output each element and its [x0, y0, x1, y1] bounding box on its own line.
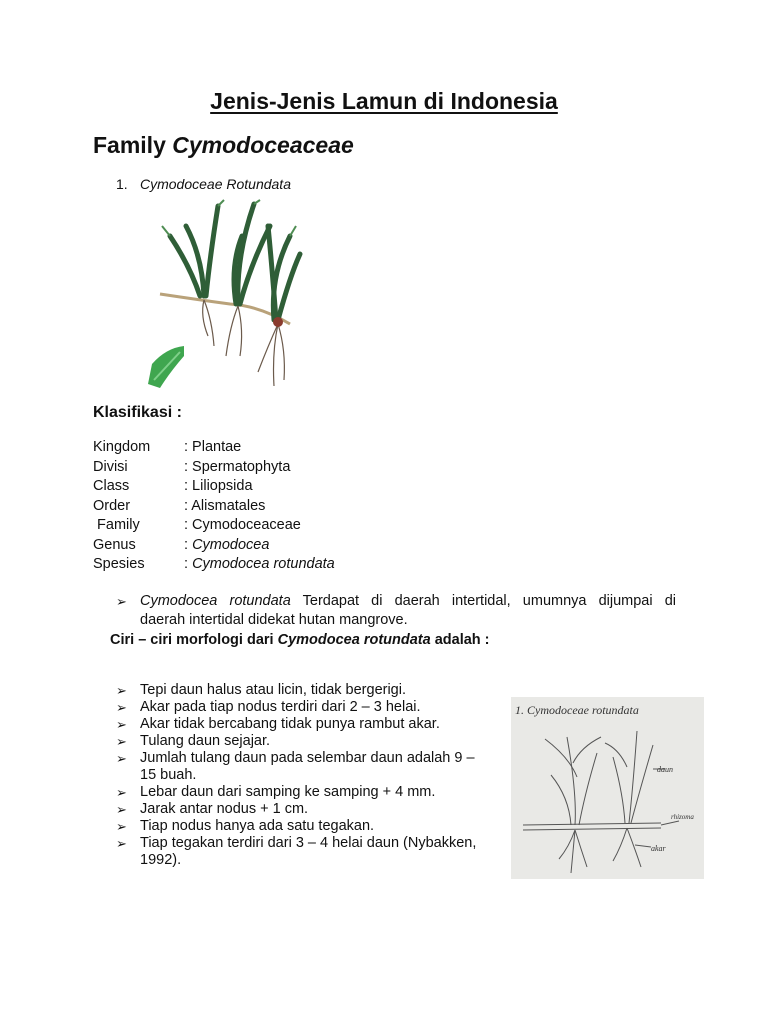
list-item: ➢ Akar pada tiap nodus terdiri dari 2 – 3 helai.	[116, 699, 421, 715]
arrow-bullet-icon: ➢	[116, 751, 127, 766]
arrow-bullet-icon: ➢	[116, 802, 127, 817]
list-item: ➢ Tepi daun halus atau licin, tidak bergerigi.	[116, 682, 406, 698]
list-item: ➢ Jumlah tulang daun pada selembar daun adalah 9 – 15 buah.	[116, 750, 475, 783]
arrow-bullet-icon: ➢	[116, 785, 127, 800]
table-row: Divisi : Spermatophyta	[93, 458, 291, 475]
label-daun: daun	[657, 765, 673, 774]
arrow-bullet-icon: ➢	[116, 819, 127, 834]
morphology-list	[116, 682, 506, 869]
sketch-title: 1. Cymodoceae rotundata	[515, 703, 639, 717]
list-item: ➢ Akar tidak bercabang tidak punya rambut akar.	[116, 716, 440, 732]
label-rhizoma: rhizoma	[671, 813, 694, 821]
leaf-cluster	[170, 204, 300, 320]
arrow-bullet-icon: ➢	[116, 683, 127, 698]
klasifikasi-heading: Klasifikasi :	[93, 404, 182, 421]
list-item: ➢ Lebar daun dari samping ke samping + 4 mm.	[116, 784, 436, 800]
species-item: 1. Cymodoceae Rotundata	[116, 176, 291, 192]
family-name: Cymodoceaceae	[172, 132, 354, 158]
table-row: Kingdom : Plantae	[93, 439, 242, 455]
ciri-heading: Ciri – ciri morfologi dari Cymodocea rotundata adalah :	[110, 632, 490, 648]
arrow-bullet-icon: ➢	[116, 700, 127, 715]
table-row: Genus : Cymodocea	[93, 536, 270, 553]
table-row: Class : Liliopsida	[93, 478, 253, 494]
arrow-bullet-icon: ➢	[116, 734, 127, 749]
table-row: Order : Alismatales	[93, 497, 266, 514]
list-item: ➢ Jarak antar nodus + 1 cm.	[116, 801, 309, 817]
rhizome	[160, 294, 290, 324]
table-row: Spesies : Cymodocea rotundata	[93, 556, 335, 572]
list-item: ➢ Tiap nodus hanya ada satu tegakan.	[116, 818, 375, 834]
arrow-bullet-icon: ➢	[116, 594, 127, 609]
page-title: Jenis-Jenis Lamun di Indonesia	[210, 88, 558, 114]
seagrass-illustration	[140, 196, 320, 392]
arrow-bullet-icon: ➢	[116, 836, 127, 851]
list-item: ➢ Tiap tegakan terdiri dari 3 – 4 helai daun (Nybakken, 1992).	[116, 835, 477, 868]
classification-table	[93, 438, 335, 575]
label-akar: akar	[651, 844, 666, 853]
table-row: Family : Cymodoceaceae	[93, 517, 301, 533]
arrow-bullet-icon: ➢	[116, 717, 127, 732]
habitat-bullet: ➢ Cymodocea rotundata Terdapat di daerah intertidal, umumnya dijumpai di daerah intertidal didekat hutan mangrove.	[116, 593, 676, 628]
family-heading: Family Cymodoceaceae	[93, 132, 354, 158]
list-item: ➢ Tulang daun sejajar.	[116, 733, 271, 749]
hand-sketch	[511, 697, 704, 879]
